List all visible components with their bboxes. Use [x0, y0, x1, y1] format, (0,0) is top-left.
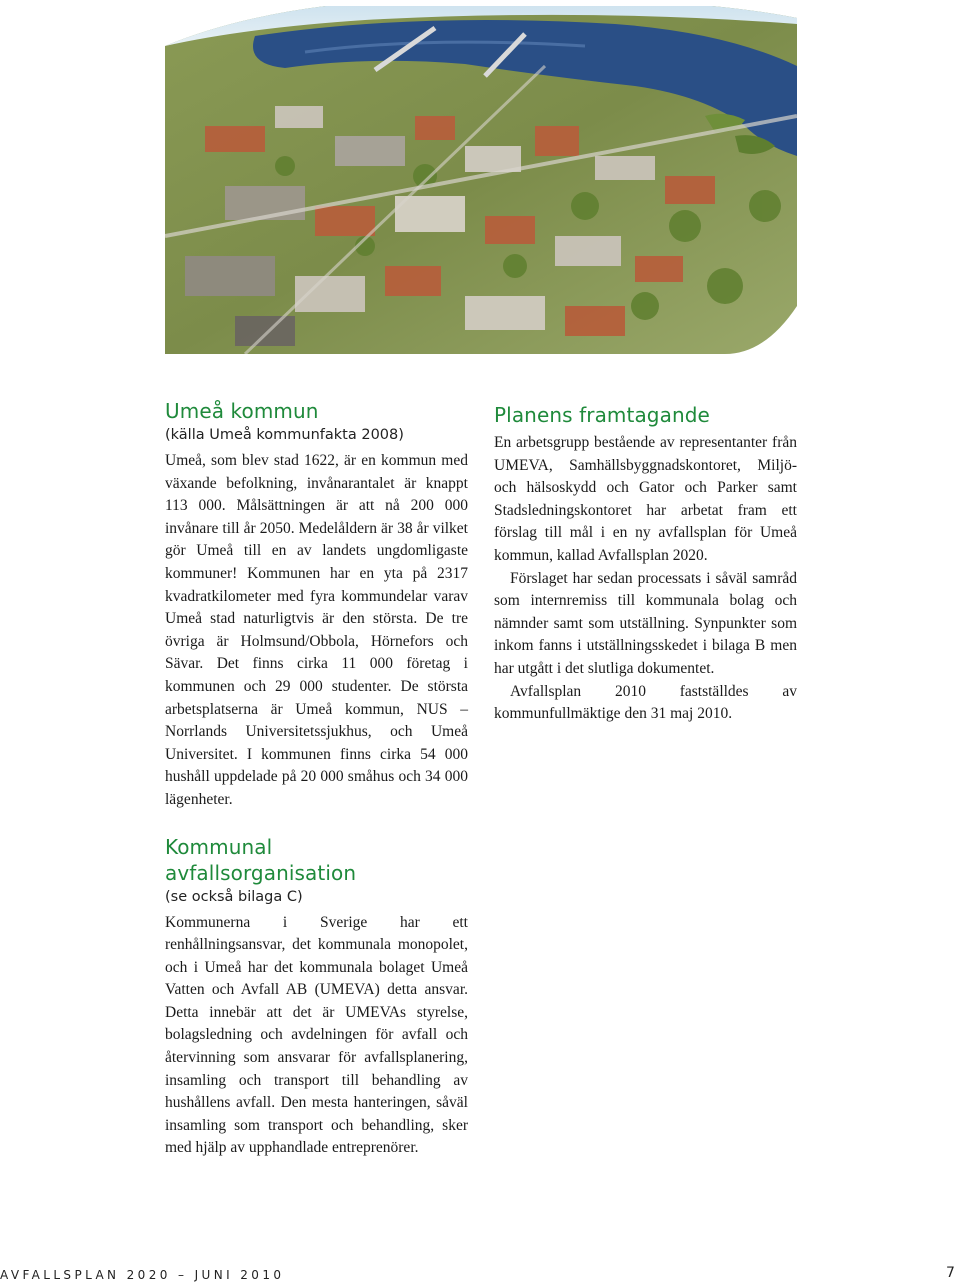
subtitle-bilaga-c: (se också bilaga C): [165, 888, 303, 905]
section-umea-kommun: [165, 398, 468, 812]
running-footer-title: AVFALLSPLAN 2020 – JUNI 2010: [0, 1268, 285, 1282]
paragraph-planens-2: Förslaget har sedan processats i såväl samråd som internremiss till kommunala bolag och nämnder samt som utställning. Synpunkter som inkom fanns i utställningsskedet i bilaga B men har utgått i det slutliga dokumentet.: [494, 569, 797, 677]
aerial-city-illustration: [165, 6, 797, 354]
paragraph-avfallsorganisation: Kommunerna i Sverige har ett renhållningsansvar, det kommunala monopolet, och i Umeå har det kommunala bolaget Umeå Vatten och Avfall AB (UMEVA) detta ansvar. Detta innebär att det är UMEVAs styrelse, bolagsledning och avdelningen för avfall och återvinning som ansvarar för avfallsplanering, insamling och transport till behandling av hushållens avfall. Den mesta hanteringen, såväl insamling som transport och behandling, sker med hjälp av upphandlade entreprenörer.: [165, 913, 468, 1157]
paragraph-planens-3: Avfallsplan 2010 fastställdes av kommunfullmäktige den 31 maj 2010.: [494, 682, 797, 723]
page-number: 7: [946, 1265, 955, 1281]
heading-planens-framtagande: Planens framtagande: [494, 403, 710, 427]
heading-umea-kommun: Umeå kommun: [165, 399, 319, 423]
heading-kommunal-avfallsorganisation: Kommunal avfallsorganisation: [165, 834, 357, 885]
aerial-photo: [165, 6, 797, 354]
paragraph-umea-kommun: Umeå, som blev stad 1622, är en kommun med växande befolkning, invånarantalet är knappt 113 000. Målsättningen är att nå 200 000 invånare till år 2050. Medelåldern är 38 år vilket gör Umeå till en av landets ungdomligaste kommuner! Kommunen har en yta på 2317 kvadratkilometer med fyra kommundelar varav Umeå stad naturligtvis är den största. De tre övriga är Holmsund/Obbola, Hörnefors och Sävar. Det finns cirka 11 000 företag i kommunen och 29 000 studenter. De största arbetsplatserna är Umeå kommun, NUS – Norrlands Universitetssjukhus, och Umeå Universitet. I kommunen finns cirka 54 000 hushåll uppdelade på 20 000 småhus och 34 000 lägenheter.: [165, 452, 468, 808]
section-kommunal-avfallsorganisation: [165, 834, 468, 1161]
subtitle-source: (källa Umeå kommunfakta 2008): [165, 427, 404, 443]
left-column: [165, 398, 468, 1160]
right-column: [494, 402, 797, 726]
paragraph-planens-1: En arbetsgrupp bestående av representanter från UMEVA, Samhällsbyggnadskontoret, Miljö- och hälsoskydd och Gator och Parker samt Stadsledningskontoret har arbetat fram ett förslag till mål i en ny avfallsplan för Umeå kommun, kallad Avfallsplan 2020.: [494, 434, 797, 564]
